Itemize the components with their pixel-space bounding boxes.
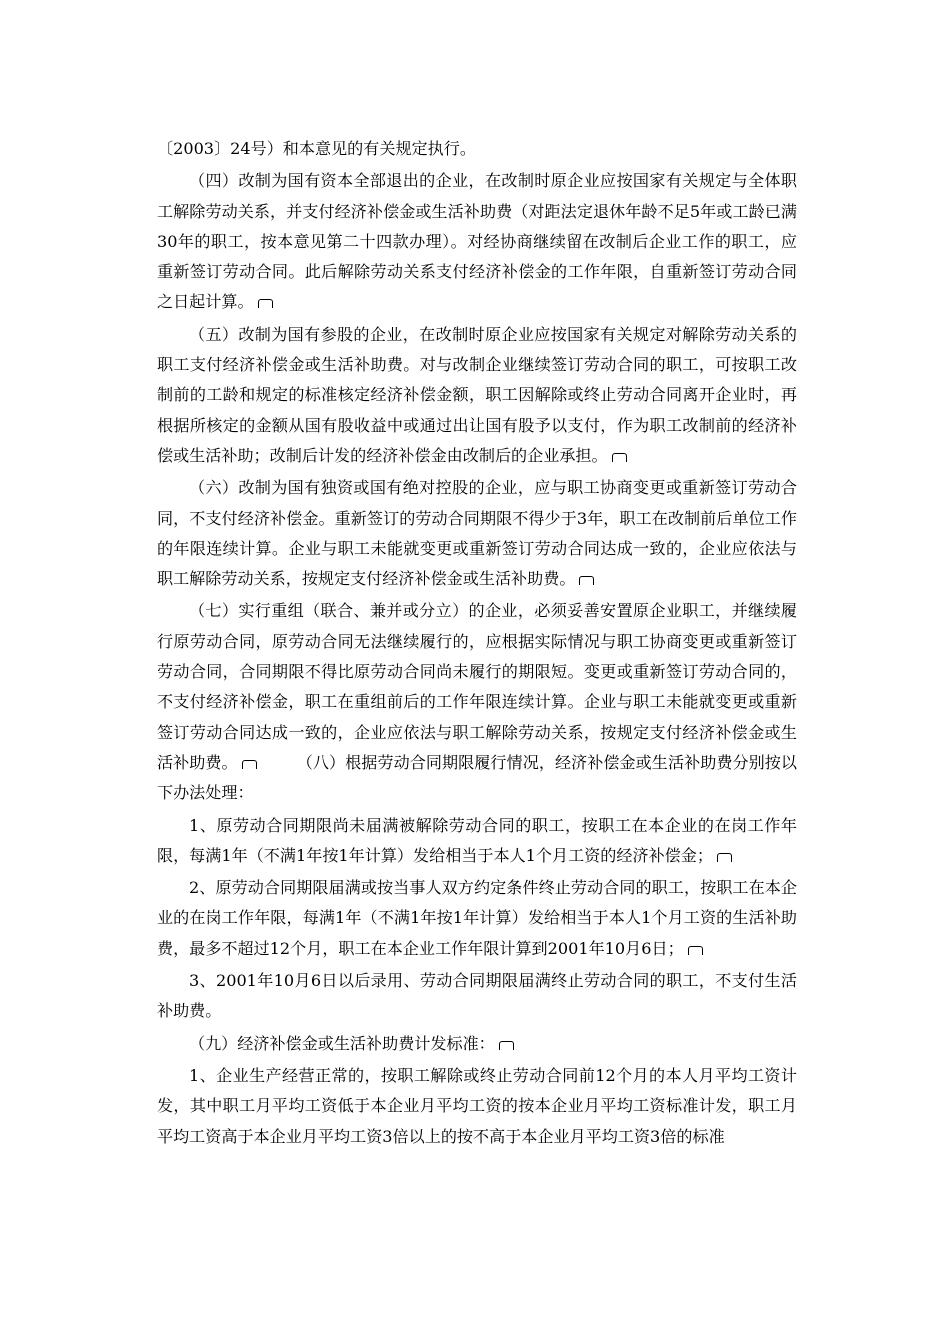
paragraph-mark-icon xyxy=(499,1041,514,1050)
list-item-8-1: 1、原劳动合同期限尚未届满被解除劳动合同的职工，按职工在本企业的在岗工作年限，每满1年（不满1年按1年计算）发给相当于本人1个月工资的经济补偿金； xyxy=(157,815,797,865)
document-body xyxy=(157,134,797,1154)
paragraph-item-8: （八）根据劳动合同期限履行情况，经济补偿金或生活补助费分别按以下办法处理： xyxy=(157,752,798,803)
paragraph-mark-icon xyxy=(579,576,594,585)
paragraph-mark-icon xyxy=(242,760,257,769)
list-item-9-1: 1、企业生产经营正常的，按职工解除或终止劳动合同前12个月的本人月平均工资计发，其中职工月平均工资低于本企业月平均工资的按本企业月平均工资标准计发，职工月平均工资高于本企业月平均工资3倍以上的按不高于本企业月平均工资3倍的标准 xyxy=(157,1065,797,1146)
paragraph-mark-icon xyxy=(717,853,732,862)
paragraph-item-7: （七）实行重组（联合、兼并或分立）的企业，必须妥善安置原企业职工，并继续履行原劳动合同，原劳动合同无法继续履行的，应根据实际情况与职工协商变更或重新签订劳动合同，合同期限不得比原劳动合同尚未履行的期限短。变更或重新签订劳动合同的，不支付经济补偿金，职工在重组前后的工作年限连续计算。企业与职工未能就变更或重新签订劳动合同达成一致的，企业应依法与职工解除劳动关系，按规定支付经济补偿金或生活补助费。 （八）根据劳动合同期限履行情况，经济补偿金或生活补助费分别按以下办法处理： xyxy=(157,601,798,803)
paragraph-mark-icon xyxy=(612,453,627,462)
list-item-8-3: 3、2001年10月6日以后录用、劳动合同期限届满终止劳动合同的职工，不支付生活补助费。 xyxy=(157,971,797,1021)
paragraph-item-9: （九）经济补偿金或生活补助费计发标准： xyxy=(157,1029,797,1059)
paragraph-item-5: （五）改制为国有参股的企业，在改制时原企业应按国家有关规定对解除劳动关系的职工支付经济补偿金或生活补助费。对与改制企业继续签订劳动合同的职工，可按职工改制前的工龄和规定的标准核定经济补偿金额，职工因解除或终止劳动合同离开企业时，再根据所核定的金额从国有股收益中或通过出让国有股予以支付，作为职工改制前的经济补偿或生活补助；改制后计发的经济补偿金由改制后的企业承担。 xyxy=(157,324,797,465)
paragraph-item-4: （四）改制为国有资本全部退出的企业，在改制时原企业应按国家有关规定与全体职工解除劳动关系，并支付经济补偿金或生活补助费（对距法定退休年龄不足5年或工龄已满30年的职工，按本意见第二十四款办理）。对经协商继续留在改制后企业工作的职工，应重新签订劳动合同。此后解除劳动关系支付经济补偿金的工作年限，自重新签订劳动合同之日起计算。 xyxy=(157,171,797,312)
paragraph-mark-icon xyxy=(688,946,703,955)
paragraph-item-6: （六）改制为国有独资或国有绝对控股的企业，应与职工协商变更或重新签订劳动合同，不支付经济补偿金。重新签订的劳动合同期限不得少于3年，职工在改制前后单位工作的年限连续计算。企业与职工未能就变更或重新签订劳动合同达成一致的，企业应依法与职工解除劳动关系，按规定支付经济补偿金或生活补助费。 xyxy=(157,478,797,589)
list-item-8-2: 2、原劳动合同期限届满或按当事人双方约定条件终止劳动合同的职工，按职工在本企业的在岗工作年限，每满1年（不满1年按1年计算）发给相当于本人1个月工资的生活补助费，最多不超过12个月，职工在本企业工作年限计算到2001年10月6日； xyxy=(157,878,797,958)
paragraph-mark-icon xyxy=(258,299,273,308)
paragraph-continuation: 〔2003〕24号）和本意见的有关规定执行。 xyxy=(157,139,476,158)
